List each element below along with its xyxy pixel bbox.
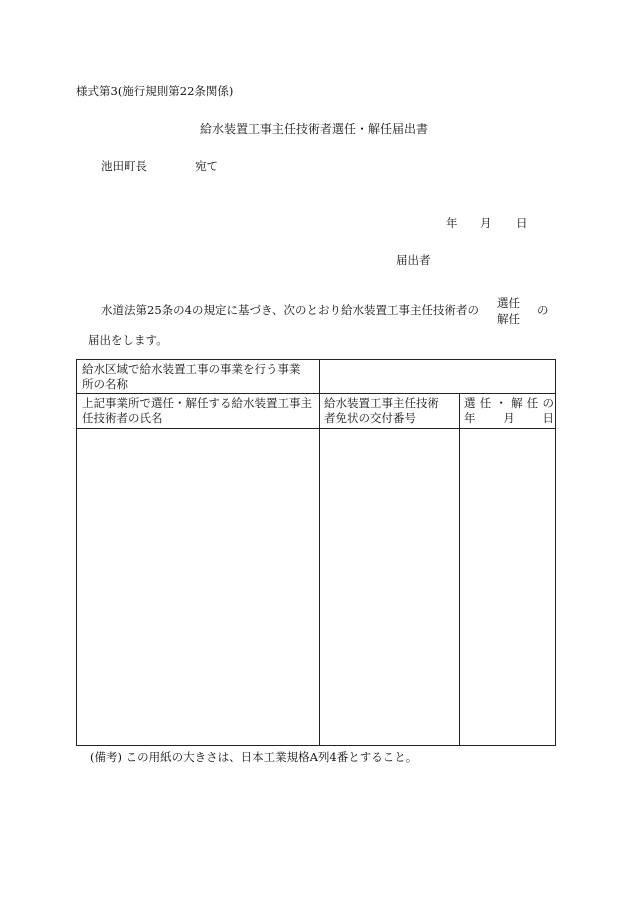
document-title: 給水装置工事主任技術者選任・解任届出書: [200, 122, 429, 136]
recipient-suffix: 宛て: [195, 159, 218, 173]
business-name-label: [82, 362, 301, 392]
form-table: [76, 359, 556, 746]
date-day: 日: [516, 216, 528, 230]
body-text: 水道法第25条の4の規定に基づき、次のとおり給水装置工事主任技術者の: [101, 303, 479, 317]
body-particle: の: [537, 303, 549, 317]
date-header-line1: [464, 396, 554, 411]
technician-name-field[interactable]: [78, 430, 318, 744]
date-header-char: 任: [479, 396, 492, 410]
form-label: 様式第3(施行規則第22条関係): [76, 84, 234, 98]
license-number-header-line2: 者免状の交付番号: [324, 411, 416, 425]
technician-name-header: [82, 396, 312, 426]
option-appoint: 選任: [497, 296, 520, 310]
business-name-field[interactable]: [321, 361, 554, 392]
date-header-char: の: [542, 396, 554, 410]
date-header-day: 日: [542, 411, 554, 425]
submitter-label: 届出者: [396, 253, 431, 267]
date-year: 年: [446, 216, 458, 230]
table-header-divider: [77, 428, 555, 429]
option-dismiss: 解任: [497, 312, 520, 326]
date-header-year: 年: [464, 411, 476, 425]
table-col-divider-1: [319, 360, 320, 745]
technician-name-header-line2: 任技術者の氏名: [82, 411, 163, 425]
date-header: [464, 396, 554, 426]
date-month: 月: [480, 216, 492, 230]
date-header-char: 解: [511, 396, 523, 410]
note: (備考) この用紙の大きさは、日本工業規格A列4番とすること。: [90, 750, 418, 764]
table-row-divider: [77, 393, 555, 394]
technician-name-header-line1: 上記事業所で選任・解任する給水装置工事主: [82, 396, 312, 410]
recipient-name: 池田町長: [101, 159, 147, 173]
date-header-char: ・: [495, 396, 507, 410]
license-number-header: [324, 396, 439, 426]
body-line2: 届出をします。: [88, 333, 168, 347]
date-header-month: 月: [503, 411, 515, 425]
license-number-header-line1: 給水装置工事主任技術: [324, 396, 439, 410]
business-name-label-line2: 所の名称: [82, 377, 128, 391]
date-header-char: 選: [464, 396, 476, 410]
business-name-label-line1: 給水区域で給水装置工事の事業を行う事業: [82, 362, 301, 376]
table-col-divider-2: [459, 394, 460, 745]
date-header-char: 任: [526, 396, 539, 410]
license-number-field[interactable]: [321, 430, 458, 744]
date-header-line2: [464, 411, 554, 426]
date-field[interactable]: [461, 430, 554, 744]
